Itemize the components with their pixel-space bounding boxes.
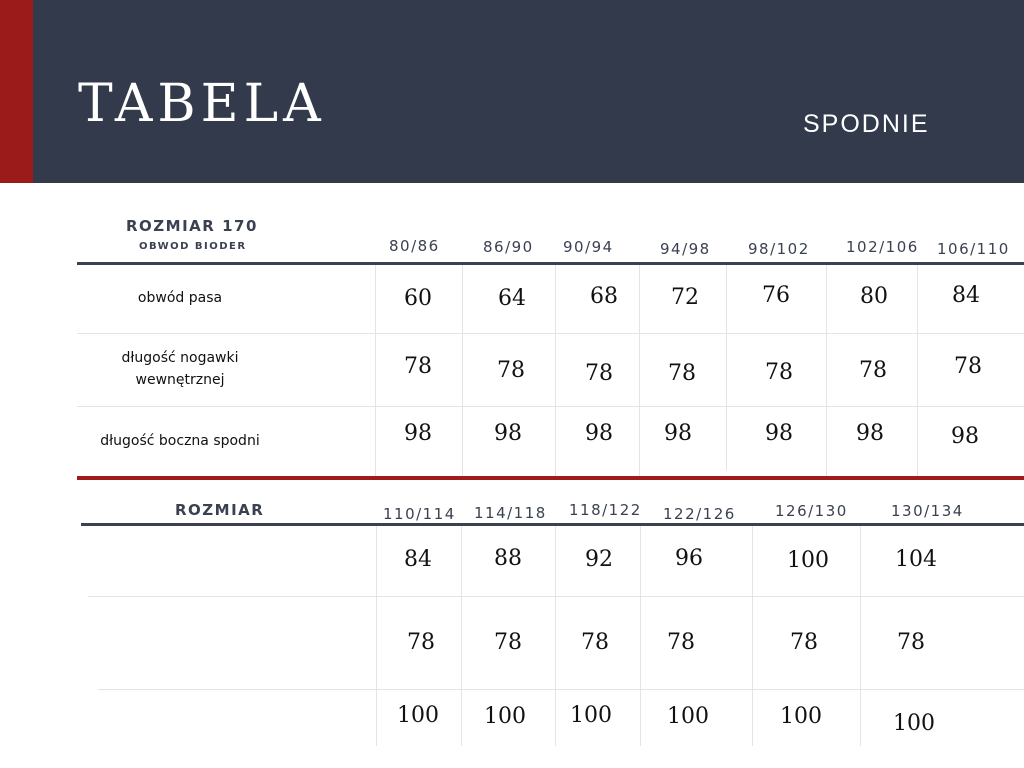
table1-cell: 80 — [860, 284, 888, 309]
table2-size-header: 126/130 — [775, 502, 848, 520]
table2-cell: 100 — [667, 704, 709, 729]
table2-cell: 78 — [494, 630, 522, 655]
table1-size-header: 86/90 — [483, 238, 534, 256]
table2-size-header: 118/122 — [569, 501, 642, 519]
table1-cell: 78 — [585, 361, 613, 386]
table1-cell: 78 — [859, 358, 887, 383]
table1-cell: 72 — [671, 285, 699, 310]
table2-cell: 100 — [397, 703, 439, 728]
table2-heading: ROZMIAR — [175, 501, 265, 519]
table1-subheading: OBWOD BIODER — [139, 241, 247, 252]
table2-cell: 100 — [893, 711, 935, 736]
table1-cell: 98 — [494, 421, 522, 446]
table1-cell: 78 — [404, 354, 432, 379]
table2-cell: 78 — [897, 630, 925, 655]
table1-column-divider — [555, 265, 556, 477]
table1-cell: 60 — [404, 286, 432, 311]
table2-cell: 78 — [581, 630, 609, 655]
table1-cell: 64 — [498, 286, 526, 311]
table1-cell: 98 — [765, 421, 793, 446]
table2-cell: 96 — [675, 546, 703, 571]
page-title: TABELA — [78, 74, 326, 134]
row-label-inseam-line1: długość nogawki — [121, 350, 239, 366]
table1-cell: 76 — [762, 283, 790, 308]
table2-cell: 100 — [570, 703, 612, 728]
table2-column-divider — [752, 526, 753, 746]
row-label-waist: obwód pasa — [137, 290, 223, 306]
table1-row-divider — [77, 406, 1024, 407]
table1-row-divider — [77, 333, 1024, 334]
table2-cell: 100 — [780, 704, 822, 729]
table1-size-header: 106/110 — [937, 240, 1010, 258]
table2-cell: 104 — [895, 547, 937, 572]
table1-cell: 78 — [765, 360, 793, 385]
table1-size-header: 94/98 — [660, 240, 711, 258]
table2-column-divider — [860, 526, 861, 746]
section-divider — [77, 476, 1024, 480]
table2-column-divider — [640, 526, 641, 746]
table1-cell: 98 — [664, 421, 692, 446]
table2-column-divider — [376, 526, 377, 746]
table1-cell: 84 — [952, 283, 980, 308]
table1-heading: ROZMIAR 170 — [126, 217, 258, 235]
table1-cell: 98 — [951, 424, 979, 449]
header-accent-bar — [0, 0, 33, 183]
table2-column-divider — [555, 526, 556, 746]
table2-cell: 100 — [484, 704, 526, 729]
table1-column-divider — [375, 265, 376, 477]
table2-cell: 88 — [494, 546, 522, 571]
table2-cell: 92 — [585, 547, 613, 572]
row-label-outseam: długość boczna spodni — [100, 433, 260, 449]
table1-size-header: 102/106 — [846, 238, 919, 256]
row-label-inseam-line2: wewnętrznej — [135, 372, 225, 388]
table2-size-header: 110/114 — [383, 505, 456, 523]
table1-column-divider — [917, 265, 918, 477]
table2-cell: 78 — [790, 630, 818, 655]
table1-size-header: 90/94 — [563, 238, 614, 256]
table2-size-header: 130/134 — [891, 502, 964, 520]
table2-header-rule — [81, 523, 1024, 526]
table2-cell: 78 — [667, 630, 695, 655]
table1-column-divider — [639, 265, 640, 477]
table1-cell: 98 — [404, 421, 432, 446]
table1-size-header: 80/86 — [389, 237, 440, 255]
table1-cell: 78 — [954, 354, 982, 379]
table2-size-header: 114/118 — [474, 504, 547, 522]
table1-cell: 98 — [856, 421, 884, 446]
table2-column-divider — [461, 526, 462, 746]
table1-cell: 98 — [585, 421, 613, 446]
table1-cell: 78 — [668, 361, 696, 386]
page-subtitle: SPODNIE — [803, 110, 930, 138]
table1-cell: 78 — [497, 358, 525, 383]
table1-cell: 68 — [590, 284, 618, 309]
table1-column-divider — [826, 265, 827, 477]
table1-column-divider — [462, 265, 463, 477]
table1-column-divider — [726, 265, 727, 470]
table1-size-header: 98/102 — [748, 240, 810, 258]
table2-cell: 100 — [787, 548, 829, 573]
table1-header-rule — [77, 262, 1024, 265]
table2-size-header: 122/126 — [663, 505, 736, 523]
table2-row-divider — [98, 689, 1024, 690]
table2-cell: 84 — [404, 547, 432, 572]
table2-cell: 78 — [407, 630, 435, 655]
table2-row-divider — [88, 596, 1024, 597]
